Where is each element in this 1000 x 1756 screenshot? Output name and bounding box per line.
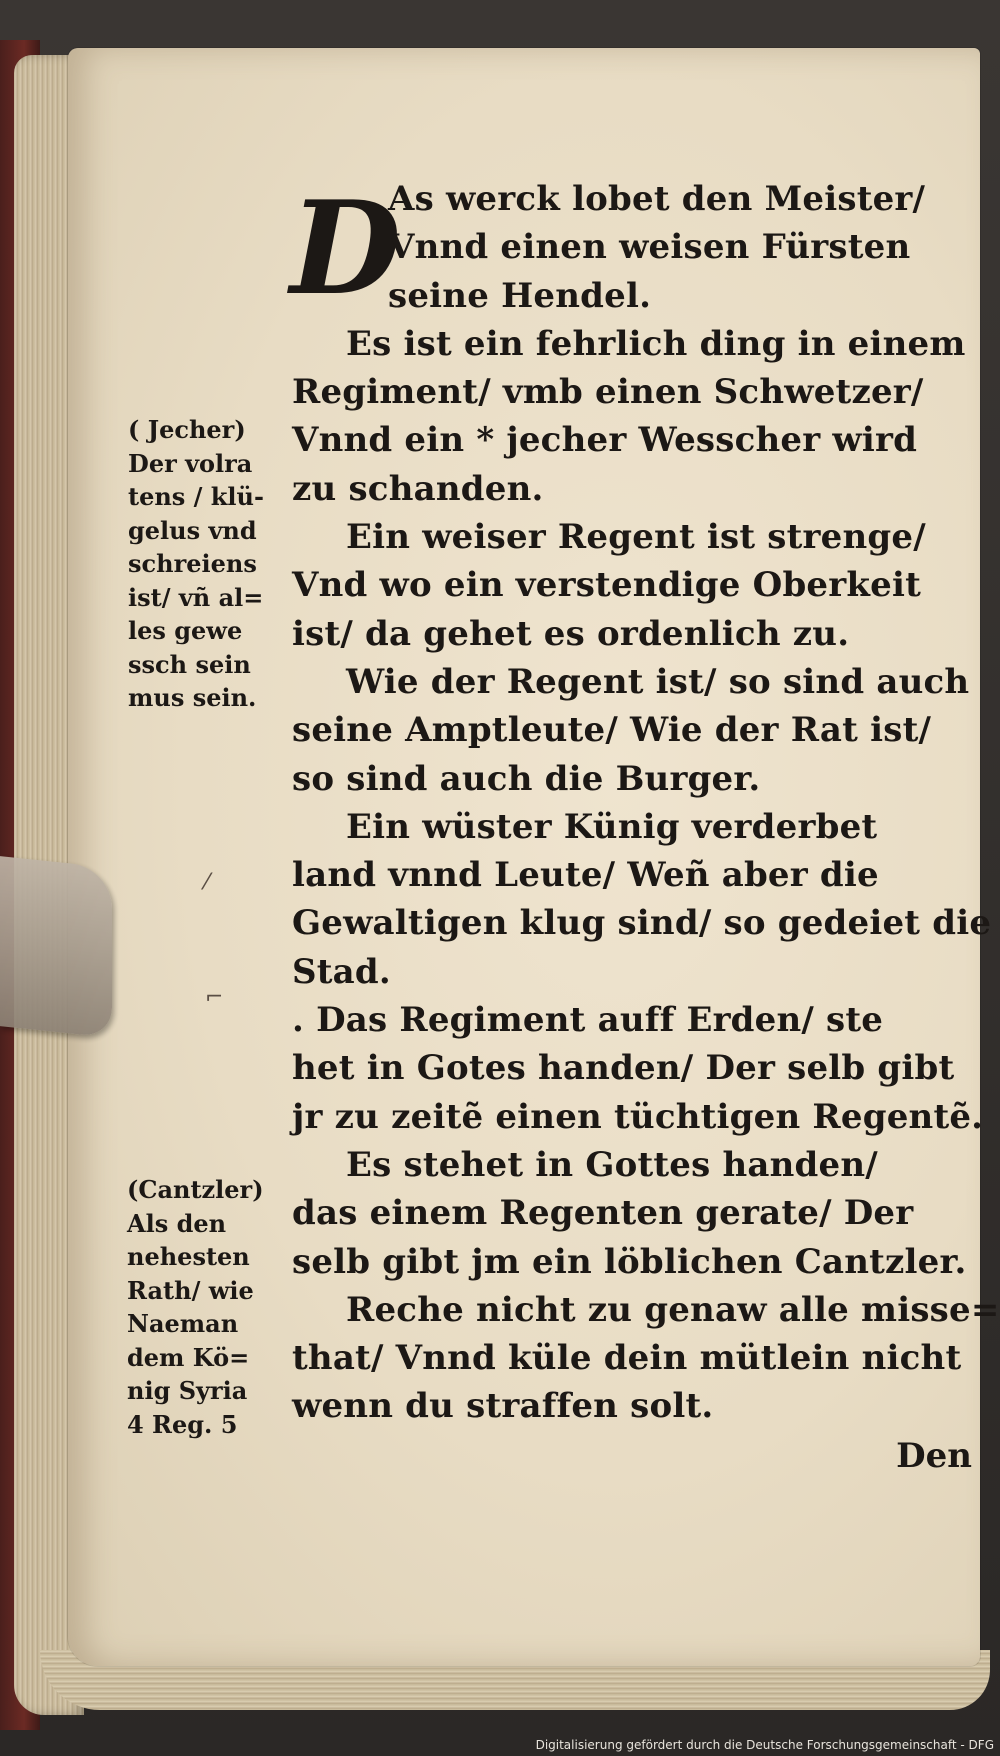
- drop-cap: D: [290, 174, 401, 324]
- margin-note-line: schreiens: [128, 549, 257, 578]
- text-line: so sind auch die Burger.: [292, 758, 761, 799]
- pencil-mark: ⁄: [205, 870, 209, 895]
- text-line: jr zu zeitẽ einen tüchtigen Regentẽ.: [292, 1096, 984, 1137]
- text-line: Reche nicht zu genaw alle misse=: [346, 1289, 1000, 1330]
- text-line: Ein wüster Künig verderbet: [346, 806, 878, 847]
- text-line: Gewaltigen klug sind/ so gedeiet die: [292, 903, 992, 944]
- margin-note-line: ssch sein: [128, 649, 251, 679]
- text-line: Wie der Regent ist/ so sind auch: [346, 661, 970, 702]
- text-line: Vnnd einen weisen Fürsten: [388, 227, 911, 268]
- margin-note-cantzler: [127, 1173, 287, 1441]
- digitization-credit: Digitalisierung gefördert durch die Deutsche Forschungsgemeinschaft - DFG: [535, 1738, 994, 1752]
- margin-note-jecher: [128, 413, 288, 715]
- text-line: As werck lobet den Meister/: [388, 179, 926, 219]
- text-line: . Das Regiment auff Erden/ ste: [292, 1000, 884, 1041]
- text-line: zu schanden.: [292, 468, 544, 509]
- margin-note-line: gelus vnd: [128, 515, 257, 545]
- text-line: Regiment/ vmb einen Schwetzer/: [292, 372, 924, 413]
- text-line: het in Gotes handen/ Der selb gibt: [292, 1048, 955, 1089]
- margin-note-line: (Cantzler): [127, 1175, 264, 1204]
- margin-note-line: dem Kö=: [127, 1342, 250, 1372]
- text-line: seine Amptleute/ Wie der Rat ist/: [292, 710, 932, 751]
- margin-note-line: Rath/ wie: [127, 1275, 254, 1305]
- bookmark-tab: [0, 856, 112, 1038]
- margin-note-line: Als den: [127, 1208, 227, 1238]
- text-line: Es ist ein fehrlich ding in einem: [346, 323, 966, 364]
- margin-note-line: les gewe: [128, 616, 243, 645]
- text-line: selb gibt jm ein löblichen Cantzler.: [292, 1241, 967, 1282]
- margin-note-line: ( Jecher): [128, 415, 246, 444]
- text-line: that/ Vnnd küle dein mütlein nicht: [292, 1338, 962, 1379]
- catchword: Den: [896, 1436, 972, 1476]
- margin-note-line: tens / klü-: [128, 482, 264, 511]
- text-line: seine Hendel.: [388, 275, 652, 316]
- margin-note-line: mus sein.: [128, 683, 257, 712]
- text-line: das einem Regenten gerate/ Der: [292, 1193, 914, 1234]
- text-line: land vnnd Leute/ Weñ aber die: [292, 855, 879, 896]
- margin-note-line: 4 Reg. 5: [127, 1409, 238, 1439]
- text-line: wenn du straffen solt.: [292, 1386, 714, 1427]
- margin-note-line: Naeman: [127, 1309, 239, 1338]
- text-line: Ein weiser Regent ist strenge/: [346, 517, 926, 558]
- text-line: Vnnd ein * jecher Wesscher wird: [292, 420, 918, 461]
- pencil-mark: ⌐: [205, 985, 224, 1010]
- text-line: Vnd wo ein verstendige Oberkeit: [292, 565, 921, 606]
- margin-note-line: nehesten: [127, 1242, 250, 1271]
- text-line: ist/ da gehet es ordenlich zu.: [292, 613, 850, 654]
- margin-note-line: ist/ vñ al=: [128, 582, 264, 612]
- text-line: Es stehet in Gottes handen/: [346, 1144, 878, 1185]
- margin-note-line: nig Syria: [127, 1376, 248, 1405]
- main-text-block: [292, 175, 1000, 1431]
- margin-note-line: Der volra: [128, 448, 253, 478]
- text-line: Stad.: [292, 951, 391, 992]
